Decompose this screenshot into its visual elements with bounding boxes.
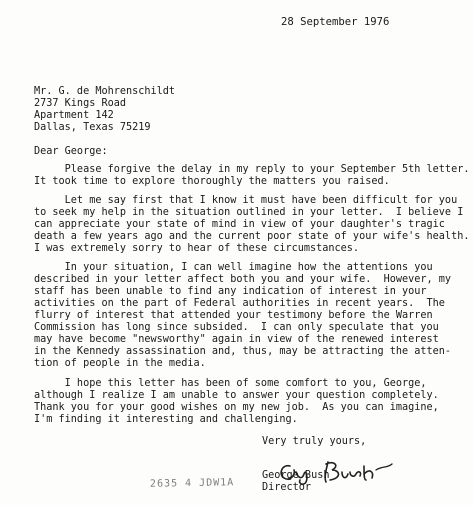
paragraph-3-line-6: Commission has long since subsided. I can only speculate that you — [34, 322, 439, 333]
signer-name: George Bush — [262, 470, 330, 481]
paragraph-3-line-4: activities on the part of Federal authorities in recent years. The — [34, 298, 445, 309]
closing: Very truly yours, — [262, 436, 367, 447]
paragraph-3-line-1: In your situation, I can well imagine how the attentions you — [34, 262, 433, 273]
paragraph-1-line-1: Please forgive the delay in my reply to your September 5th letter. — [34, 164, 470, 175]
recipient-apartment: Apartment 142 — [34, 110, 114, 121]
paragraph-2-line-2: to seek my help in the situation outlined in your letter. I believe I — [34, 207, 464, 218]
paragraph-2-line-3: can appreciate your state of mind in view of your daughter's tragic — [34, 219, 445, 230]
paragraph-1-line-2: It took time to explore thoroughly the matters you raised. — [34, 176, 390, 187]
recipient-city: Dallas, Texas 75219 — [34, 122, 151, 133]
paragraph-3-line-7: may have become "newsworthy" again in view of the renewed interest — [34, 334, 439, 345]
paragraph-4-line-2: although I realize I am unable to answer your question completely. — [34, 390, 439, 401]
paragraph-2-line-5: I was extremely sorry to hear of these circumstances. — [34, 243, 360, 254]
letter-date: 28 September 1976 — [281, 16, 390, 28]
salutation: Dear George: — [34, 146, 108, 157]
recipient-street: 2737 Kings Road — [34, 98, 127, 109]
paragraph-4-line-1: I hope this letter has been of some comfort to you, George, — [34, 378, 427, 389]
signer-title: Director — [262, 482, 312, 493]
paragraph-3-line-3: staff has been unable to find any indication of interest in your — [34, 286, 427, 297]
paragraph-3-line-9: tion of people in the media. — [34, 358, 206, 369]
file-stamp: 2635 4 JDW1A — [149, 477, 235, 490]
paragraph-4-line-3: Thank you for your good wishes on my new job. As you can imagine, — [34, 402, 439, 413]
recipient-name: Mr. G. de Mohrenschildt — [34, 86, 176, 97]
paragraph-2-line-4: death a few years ago and the current poor state of your wife's health. — [34, 231, 470, 242]
paragraph-3-line-2: described in your letter affect both you and your wife. However, my — [34, 274, 452, 285]
paragraph-2-line-1: Let me say first that I know it must have been difficult for you — [34, 195, 458, 206]
paragraph-3-line-5: flurry of interest that attended your testimony before the Warren — [34, 310, 433, 321]
paragraph-4-line-4: I'm finding it interesting and challenging. — [34, 414, 298, 425]
paragraph-3-line-8: in the Kennedy assassination and, thus, may be attracting the atten- — [34, 346, 452, 357]
